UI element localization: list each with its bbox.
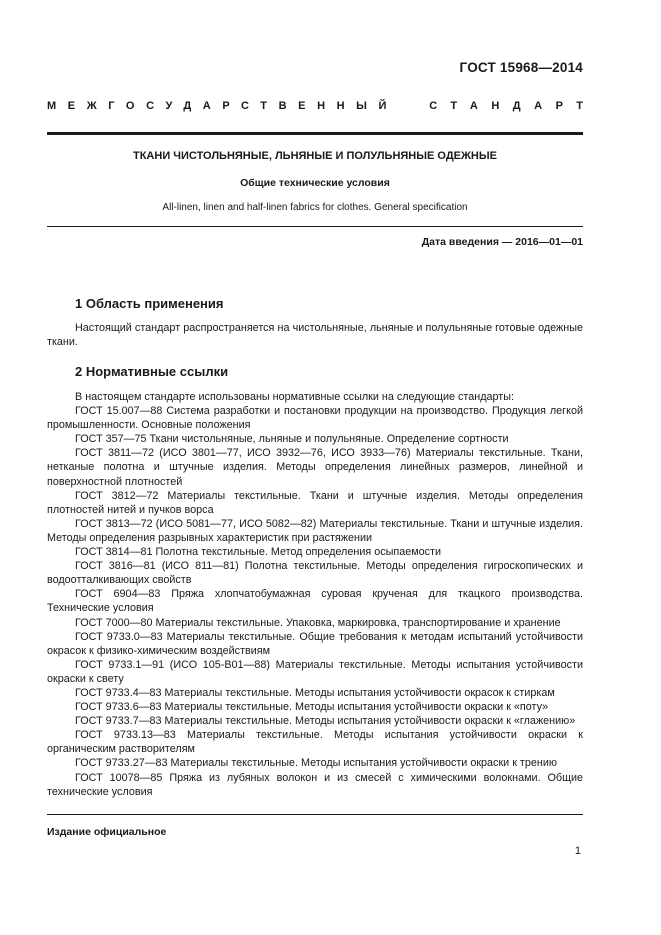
introduction-date: Дата введения — 2016—01—01 [421, 236, 583, 248]
standard-word-standard: СТАНДАРТ [429, 100, 597, 112]
reference-item: ГОСТ 9733.0—83 Материалы текстильные. Общие требования к методам испытаний устойчивости окрасок к физико-химическим воздействиям [47, 630, 583, 657]
reference-item: ГОСТ 3813—72 (ИСО 5081—77, ИСО 5082—82) Материалы текстильные. Ткани и штучные изделия. Методы определения разрывных характеристик при растяжении [47, 517, 583, 544]
normative-references-list [47, 390, 583, 799]
reference-item: ГОСТ 15.007—88 Система разработки и постановки продукции на производство. Продукция легкой промышленности. Основные положения [47, 405, 583, 432]
document-title: ТКАНИ ЧИСТОЛЬНЯНЫЕ, ЛЬНЯНЫЕ И ПОЛУЛЬНЯНЫЕ ОДЕЖНЫЕ [133, 150, 497, 162]
reference-item: ГОСТ 9733.13—83 Материалы текстильные. Методы испытания устойчивости окраски к органическим растворителям [47, 729, 583, 756]
title-rule [47, 226, 583, 227]
reference-item: ГОСТ 357—75 Ткани чистольняные, льняные и полульняные. Определение сортности [75, 433, 509, 446]
reference-item: ГОСТ 6904—83 Пряжа хлопчатобумажная суровая крученая для ткацкого производства. Технические условия [47, 588, 583, 615]
reference-item: ГОСТ 9733.4—83 Материалы текстильные. Методы испытания устойчивости окрасок к стиркам [75, 686, 555, 699]
standard-type-band [47, 100, 597, 112]
reference-item: ГОСТ 9733.6—83 Материалы текстильные. Методы испытания устойчивости окраски к «поту» [75, 701, 549, 714]
reference-item: ГОСТ 3816—81 (ИСО 811—81) Полотна текстильные. Методы определения гигроскопических и водоотталкивающих свойств [47, 560, 583, 587]
reference-item: ГОСТ 3811—72 (ИСО 3801—77, ИСО 3932—76, ИСО 3933—76) Материалы текстильные. Ткани, нетканые полотна и штучные изделия. Методы определения линейных размеров, линейной и поверхностной плотностей [47, 447, 583, 488]
header-rule [47, 132, 583, 135]
document-subtitle: Общие технические условия [240, 177, 390, 189]
reference-item: ГОСТ 7000—80 Материалы текстильные. Упаковка, маркировка, транспортирование и хранение [75, 616, 561, 629]
standard-word-interstate: МЕЖГОСУДАРСТВЕННЫЙ [47, 100, 399, 112]
reference-item: ГОСТ 9733.27—83 Материалы текстильные. Методы испытания устойчивости окраски к трению [75, 757, 557, 770]
section-2-heading: 2 Нормативные ссылки [75, 364, 229, 379]
reference-item: ГОСТ 9733.1—91 (ИСО 105-В01—88) Материалы текстильные. Методы испытания устойчивости окраски к свету [47, 658, 583, 685]
section-1-paragraph: Настоящий стандарт распространяется на чистольняные, льняные и полульняные готовые одежные ткани. [47, 322, 583, 348]
footer-rule [47, 814, 583, 815]
gost-code: ГОСТ 15968—2014 [459, 60, 583, 75]
references-intro: В настоящем стандарте использованы нормативные ссылки на следующие стандарты: [75, 391, 514, 403]
section-1-body [47, 321, 583, 349]
section-1-heading: 1 Область применения [75, 296, 224, 311]
page-number: 1 [574, 845, 581, 857]
english-title: All-linen, linen and half-linen fabrics for clothes. General specification [162, 202, 468, 213]
official-edition-note: Издание официальное [47, 826, 167, 838]
reference-item: ГОСТ 3812—72 Материалы текстильные. Ткани и штучные изделия. Методы определения плотностей нитей и пучков ворса [47, 489, 583, 516]
reference-item: ГОСТ 3814—81 Полотна текстильные. Метод определения осыпаемости [75, 546, 442, 559]
reference-item: ГОСТ 10078—85 Пряжа из лубяных волокон и из смесей с химическими волокнами. Общие технические условия [47, 771, 583, 798]
reference-item: ГОСТ 9733.7—83 Материалы текстильные. Методы испытания устойчивости окраски к «глажению» [75, 715, 576, 728]
